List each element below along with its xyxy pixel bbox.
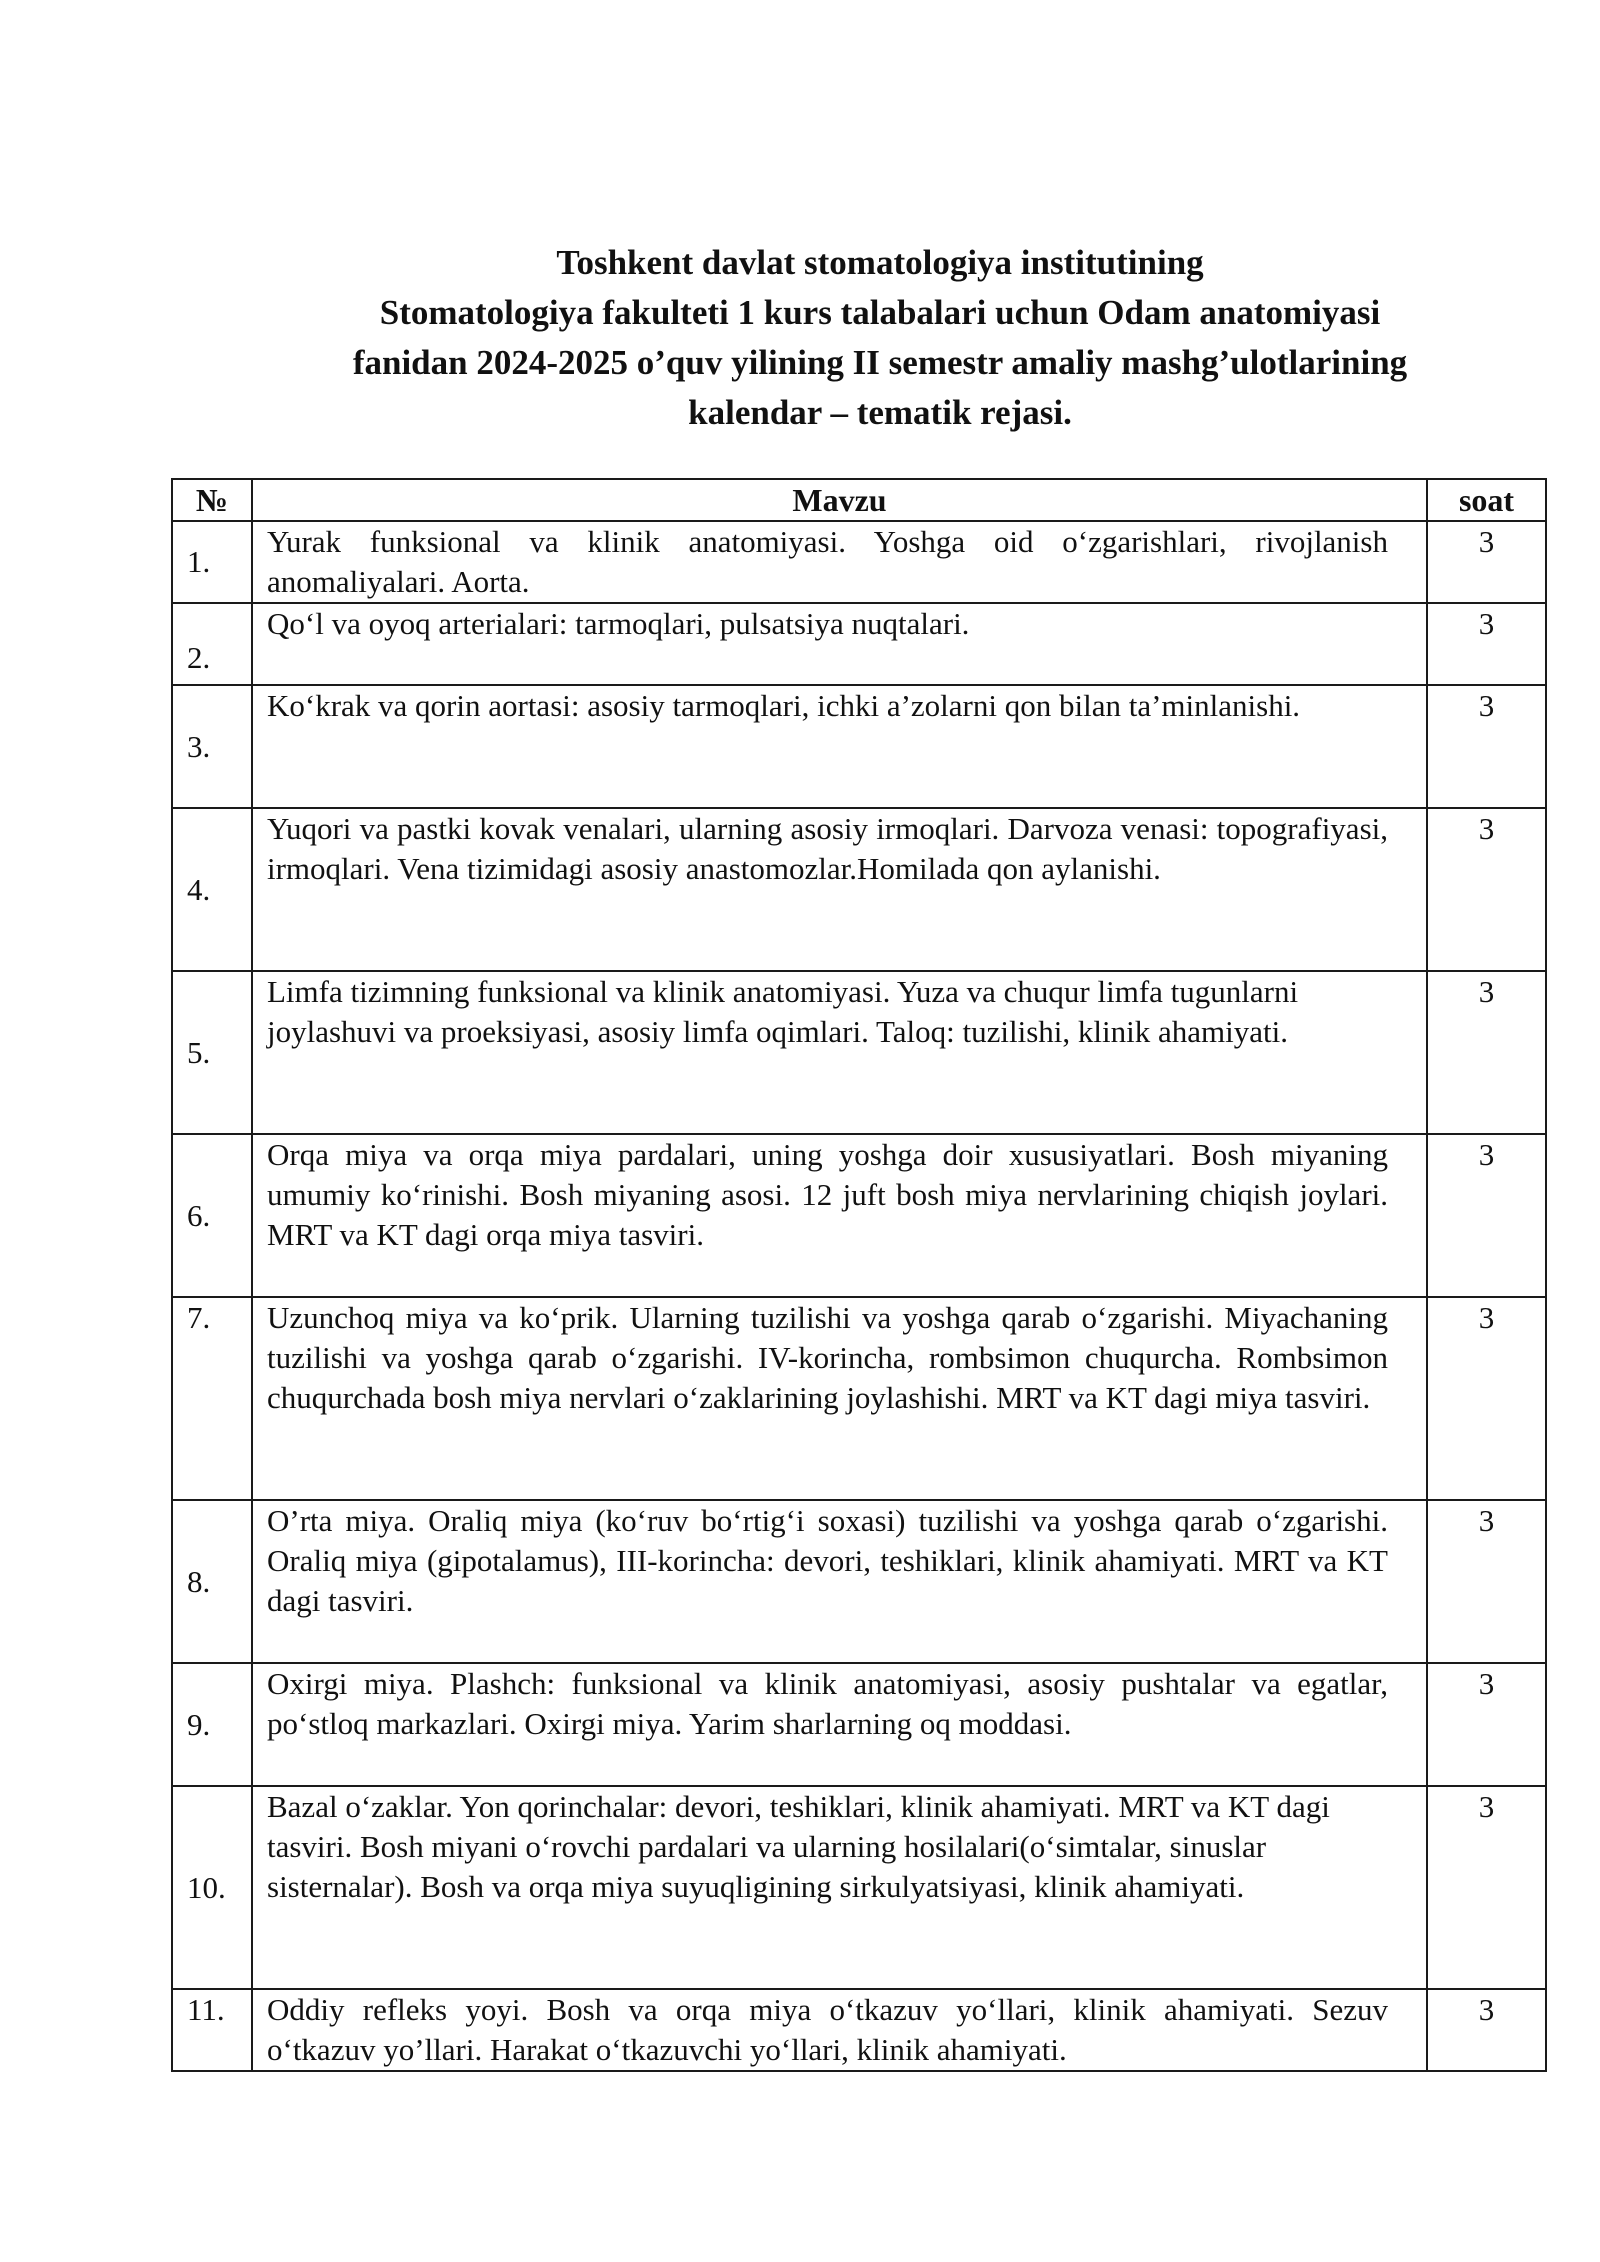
row-hours: 3 bbox=[1427, 1989, 1546, 2071]
row-hours: 3 bbox=[1427, 808, 1546, 971]
table-row bbox=[172, 971, 1546, 1134]
table-row bbox=[172, 1500, 1546, 1663]
row-number: 4. bbox=[172, 808, 252, 971]
title-line-2: Stomatologiya fakulteti 1 kurs talabalari uchun Odam anatomiyasi bbox=[379, 293, 1381, 332]
row-topic: Uzunchoq miya va koʻprik. Ularning tuzilishi va yoshga qarab oʻzgarishi. Miyachaning tuzilishi va yoshga qarab oʻzgarishi. IV-korincha, rombsimon chuqurcha. Rombsimon chuqurchada bosh miya nervlari oʻzaklarining joylashishi. MRT va KT dagi miya tasviri. bbox=[252, 1297, 1427, 1500]
row-topic: Oddiy refleks yoyi. Bosh va orqa miya oʻtkazuv yoʻllari, klinik ahamiyati. Sezuv oʻtkazuv yo’llari. Harakat oʻtkazuvchi yoʻllari, klinik ahamiyati. bbox=[252, 1989, 1427, 2071]
row-number: 1. bbox=[172, 521, 252, 603]
row-hours: 3 bbox=[1427, 521, 1546, 603]
row-topic: Qoʻl va oyoq arterialari: tarmoqlari, pulsatsiya nuqtalari. bbox=[252, 603, 1427, 685]
row-number: 8. bbox=[172, 1500, 252, 1663]
thematic-plan-table bbox=[171, 478, 1547, 2072]
row-topic: Limfa tizimning funksional va klinik anatomiyasi. Yuza va chuqur limfa tugunlarni joylashuvi va proeksiyasi, asosiy limfa oqimlari. Taloq: tuzilishi, klinik ahamiyati. bbox=[252, 971, 1427, 1134]
row-hours: 3 bbox=[1427, 1134, 1546, 1297]
row-hours: 3 bbox=[1427, 1663, 1546, 1786]
row-number: 2. bbox=[172, 603, 252, 685]
table-row bbox=[172, 521, 1546, 603]
table-row bbox=[172, 808, 1546, 971]
row-number: 7. bbox=[172, 1297, 252, 1500]
row-number: 11. bbox=[172, 1989, 252, 2071]
row-number: 5. bbox=[172, 971, 252, 1134]
row-topic: Koʻkrak va qorin aortasi: asosiy tarmoqlari, ichki a’zolarni qon bilan ta’minlanishi. bbox=[252, 685, 1427, 808]
row-topic: Bazal oʻzaklar. Yon qorinchalar: devori, teshiklari, klinik ahamiyati. MRT va KT dagi tasviri. Bosh miyani oʻrovchi pardalari va ularning hosilalari(oʻsimtalar, sinuslar sisternalar). Bosh va orqa miya suyuqligining sirkulyatsiyasi, klinik ahamiyati. bbox=[252, 1786, 1427, 1989]
row-hours: 3 bbox=[1427, 1786, 1546, 1989]
row-number: 6. bbox=[172, 1134, 252, 1297]
table-row bbox=[172, 685, 1546, 808]
row-hours: 3 bbox=[1427, 1297, 1546, 1500]
row-hours: 3 bbox=[1427, 685, 1546, 808]
table-header-row bbox=[172, 479, 1546, 521]
row-number: 10. bbox=[172, 1786, 252, 1989]
row-topic: Yuqori va pastki kovak venalari, ularning asosiy irmoqlari. Darvoza venasi: topografiyasi, irmoqlari. Vena tizimidagi asosiy anastomozlar.Homilada qon aylanishi. bbox=[252, 808, 1427, 971]
title-line-1: Toshkent davlat stomatologiya institutining bbox=[556, 243, 1204, 282]
header-hours: soat bbox=[1427, 479, 1546, 521]
row-number: 3. bbox=[172, 685, 252, 808]
row-topic: Orqa miya va orqa miya pardalari, uning yoshga doir xususiyatlari. Bosh miyaning umumiy koʻrinishi. Bosh miyaning asosi. 12 juft bosh miya nervlarining chiqish joylari. MRT va KT dagi orqa miya tasviri. bbox=[252, 1134, 1427, 1297]
header-number: № bbox=[172, 479, 252, 521]
row-topic: Yurak funksional va klinik anatomiyasi. Yoshga oid oʻzgarishlari, rivojlanish anomaliyalari. Aorta. bbox=[252, 521, 1427, 603]
table-row bbox=[172, 1663, 1546, 1786]
row-hours: 3 bbox=[1427, 971, 1546, 1134]
row-number: 9. bbox=[172, 1663, 252, 1786]
title-line-3: fanidan 2024-2025 o’quv yilining II semestr amaliy mashg’ulotlarining bbox=[352, 343, 1408, 382]
row-topic: O’rta miya. Oraliq miya (koʻruv boʻrtigʻi soxasi) tuzilishi va yoshga qarab oʻzgarishi. Oraliq miya (gipotalamus), III-korincha: devori, teshiklari, klinik ahamiyati. MRT va KT dagi tasviri. bbox=[252, 1500, 1427, 1663]
row-topic: Oxirgi miya. Plashch: funksional va klinik anatomiyasi, asosiy pushtalar va egatlar, poʻstloq markazlari. Oxirgi miya. Yarim sharlarning oq moddasi. bbox=[252, 1663, 1427, 1786]
table-row bbox=[172, 1134, 1546, 1297]
title-line-4: kalendar – tematik rejasi. bbox=[688, 393, 1072, 432]
document-title bbox=[0, 238, 1600, 438]
table-row bbox=[172, 1297, 1546, 1500]
table-row bbox=[172, 603, 1546, 685]
table-row bbox=[172, 1786, 1546, 1989]
header-topic: Mavzu bbox=[252, 479, 1427, 521]
table-row bbox=[172, 1989, 1546, 2071]
row-hours: 3 bbox=[1427, 1500, 1546, 1663]
row-hours: 3 bbox=[1427, 603, 1546, 685]
